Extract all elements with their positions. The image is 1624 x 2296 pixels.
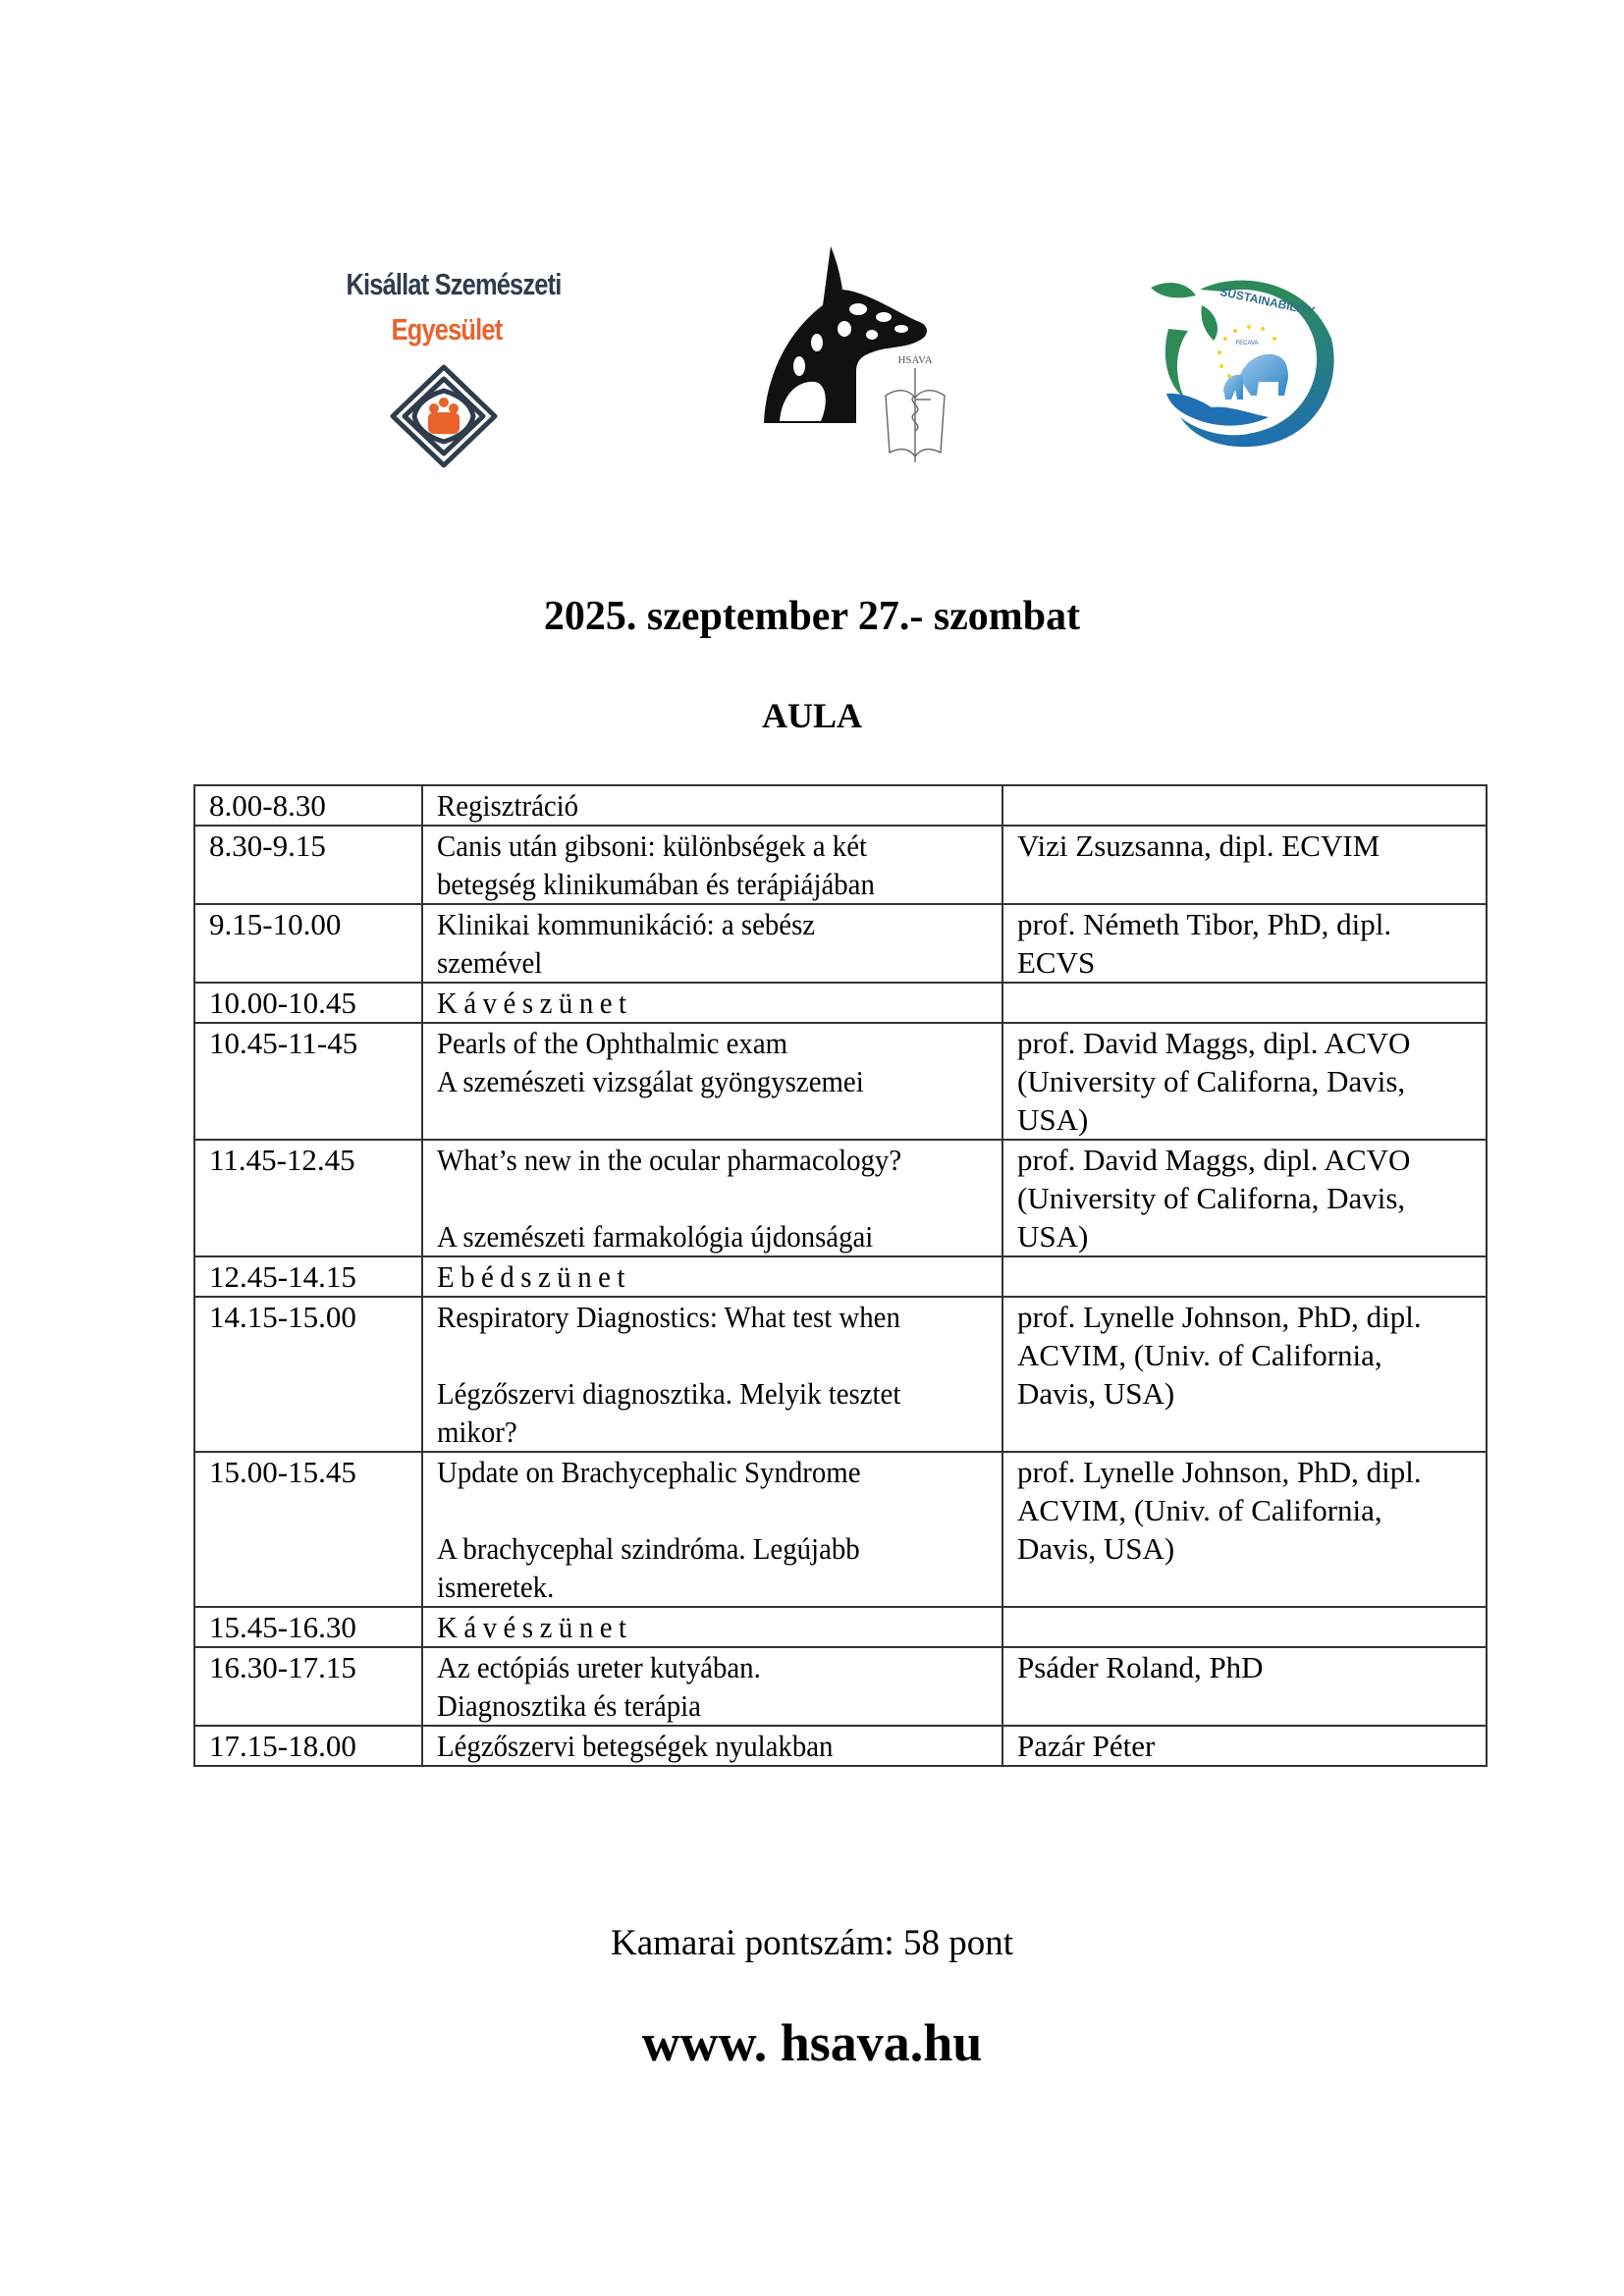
time-slot: 10.45-11-45 xyxy=(209,1026,358,1060)
schedule-row xyxy=(194,1023,1487,1140)
speaker-line: ACVIM, (Univ. of California, xyxy=(1017,1338,1382,1372)
time-cell xyxy=(194,1452,422,1607)
topic-line: Az ectópiás ureter kutyában. xyxy=(437,1650,761,1684)
speaker-line: prof. David Maggs, dipl. ACVO xyxy=(1017,1143,1411,1177)
speaker-line: Pazár Péter xyxy=(1017,1729,1156,1763)
topic-cell xyxy=(422,1647,1002,1726)
topic-line: Regisztráció xyxy=(437,788,579,823)
topic-line xyxy=(437,1491,861,1529)
time-slot: 8.00-8.30 xyxy=(209,788,326,823)
speaker-cell xyxy=(1002,1726,1487,1766)
schedule-row xyxy=(194,1647,1487,1726)
speaker-cell xyxy=(1002,1297,1487,1452)
topic-line: Pearls of the Ophthalmic exam xyxy=(437,1026,788,1060)
speaker-line: Davis, USA) xyxy=(1017,1531,1175,1566)
hand-leaf-animals-logo xyxy=(1141,270,1342,452)
time-cell xyxy=(194,1647,422,1726)
topic-cell xyxy=(422,1256,1002,1297)
time-slot: 15.45-16.30 xyxy=(209,1610,356,1644)
speaker-cell xyxy=(1002,1647,1487,1726)
topic-line xyxy=(437,1179,901,1217)
time-slot: 16.30-17.15 xyxy=(209,1650,356,1684)
time-cell xyxy=(194,1607,422,1647)
topic-line: Kávészünet xyxy=(437,1610,633,1644)
speaker-line: Psáder Roland, PhD xyxy=(1017,1650,1264,1684)
topic-cell xyxy=(422,1452,1002,1607)
topic-line: A szemészeti vizsgálat gyöngyszemei xyxy=(437,1064,864,1098)
schedule-row xyxy=(194,785,1487,826)
speaker-line: prof. Lynelle Johnson, PhD, dipl. xyxy=(1017,1300,1422,1334)
schedule-row xyxy=(194,1607,1487,1647)
topic-line: Diagnosztika és terápia xyxy=(437,1688,701,1723)
time-cell xyxy=(194,1140,422,1256)
eye-people-icon xyxy=(385,363,503,469)
topic-cell xyxy=(422,1297,1002,1452)
time-cell xyxy=(194,785,422,826)
time-cell xyxy=(194,1297,422,1452)
speaker-cell xyxy=(1002,983,1487,1023)
topic-line: Kávészünet xyxy=(437,986,633,1020)
topic-cell xyxy=(422,983,1002,1023)
speaker-line xyxy=(1017,1686,1486,1725)
time-cell xyxy=(194,1023,422,1140)
kse-logo-line1: Kisállat Szemészeti xyxy=(346,267,562,301)
topic-line: ismeretek. xyxy=(437,1570,555,1604)
topic-line: mikor? xyxy=(437,1415,517,1449)
topic-line: Légzőszervi diagnosztika. Melyik tesztet xyxy=(437,1376,901,1411)
time-cell xyxy=(194,826,422,904)
fecava-logo-text: FECAVA xyxy=(1235,341,1259,347)
kse-logo-line2: Egyesület xyxy=(391,312,503,347)
time-cell xyxy=(194,1256,422,1297)
schedule-row xyxy=(194,1256,1487,1297)
speaker-cell xyxy=(1002,1140,1487,1256)
time-cell xyxy=(194,1726,422,1766)
sustainability-logo xyxy=(1141,270,1342,452)
speaker-line: ECVS xyxy=(1017,945,1096,980)
topic-line: What’s new in the ocular pharmacology? xyxy=(437,1143,902,1177)
topic-cell xyxy=(422,826,1002,904)
time-slot: 14.15-15.00 xyxy=(209,1300,356,1334)
hsava-logo xyxy=(758,239,954,466)
time-slot: 9.15-10.00 xyxy=(209,907,342,941)
topic-line: Légzőszervi betegségek nyulakban xyxy=(437,1729,834,1763)
speaker-cell xyxy=(1002,1023,1487,1140)
speaker-line: ACVIM, (Univ. of California, xyxy=(1017,1493,1382,1527)
time-slot: 17.15-18.00 xyxy=(209,1729,356,1763)
time-slot: 12.45-14.15 xyxy=(209,1259,356,1294)
speaker-line: prof. David Maggs, dipl. ACVO xyxy=(1017,1026,1411,1060)
topic-cell xyxy=(422,785,1002,826)
topic-cell xyxy=(422,1023,1002,1140)
topic-line: betegség klinikumában és terápiájában xyxy=(437,867,875,901)
kse-logo xyxy=(324,265,569,476)
topic-line: Update on Brachycephalic Syndrome xyxy=(437,1455,861,1489)
website-link[interactable]: www. hsava.hu xyxy=(641,2013,983,2072)
time-slot: 8.30-9.15 xyxy=(209,828,326,863)
topic-line: szemével xyxy=(437,945,543,980)
topic-cell xyxy=(422,904,1002,983)
schedule-row xyxy=(194,1140,1487,1256)
topic-line: Respiratory Diagnostics: What test when xyxy=(437,1300,900,1334)
time-cell xyxy=(194,904,422,983)
topic-cell xyxy=(422,1140,1002,1256)
dalmatian-dog-logo xyxy=(758,239,954,466)
event-date-title: 2025. szeptember 27.- szombat xyxy=(543,594,1081,639)
speaker-line: Davis, USA) xyxy=(1017,1376,1175,1411)
schedule-body xyxy=(194,785,1487,1766)
topic-cell xyxy=(422,1607,1002,1647)
speaker-line: (University of Californa, Davis, xyxy=(1017,1181,1406,1215)
room-title: AULA xyxy=(761,696,862,735)
speaker-line: (University of Californa, Davis, xyxy=(1017,1064,1406,1098)
speaker-cell xyxy=(1002,904,1487,983)
time-slot: 15.00-15.45 xyxy=(209,1455,356,1489)
speaker-cell xyxy=(1002,1256,1487,1297)
credit-points: Kamarai pontszám: 58 pont xyxy=(611,1923,1013,1963)
topic-line: A szemészeti farmakológia újdonságai xyxy=(437,1219,874,1254)
topic-line xyxy=(437,1100,864,1139)
speaker-line xyxy=(1017,1413,1486,1451)
speaker-line: USA) xyxy=(1017,1102,1089,1137)
speaker-line: Vizi Zsuzsanna, dipl. ECVIM xyxy=(1017,828,1380,863)
speaker-line: prof. Németh Tibor, PhD, dipl. xyxy=(1017,907,1392,941)
sustainability-logo-text: SUSTAINABILITY xyxy=(1218,285,1317,319)
time-slot: 10.00-10.45 xyxy=(209,986,356,1020)
speaker-cell xyxy=(1002,785,1487,826)
speaker-cell xyxy=(1002,826,1487,904)
hsava-logo-text: HSAVA xyxy=(897,354,933,366)
schedule-row xyxy=(194,904,1487,983)
speaker-line: USA) xyxy=(1017,1219,1089,1254)
topic-line xyxy=(437,1336,900,1374)
time-cell xyxy=(194,983,422,1023)
topic-line: Ebédszünet xyxy=(437,1259,631,1294)
speaker-line xyxy=(1017,1568,1486,1606)
schedule-row xyxy=(194,1297,1487,1452)
speaker-cell xyxy=(1002,1607,1487,1647)
topic-line: A brachycephal szindróma. Legújabb xyxy=(437,1531,860,1566)
speaker-line: prof. Lynelle Johnson, PhD, dipl. xyxy=(1017,1455,1422,1489)
schedule-row xyxy=(194,826,1487,904)
topic-cell xyxy=(422,1726,1002,1766)
schedule-row xyxy=(194,983,1487,1023)
time-slot: 11.45-12.45 xyxy=(209,1143,355,1177)
schedule-row xyxy=(194,1452,1487,1607)
schedule-row xyxy=(194,1726,1487,1766)
topic-line: Canis után gibsoni: különbségek a két xyxy=(437,828,868,863)
schedule-table xyxy=(193,784,1488,1767)
speaker-cell xyxy=(1002,1452,1487,1607)
topic-line: Klinikai kommunikáció: a sebész xyxy=(437,907,816,941)
